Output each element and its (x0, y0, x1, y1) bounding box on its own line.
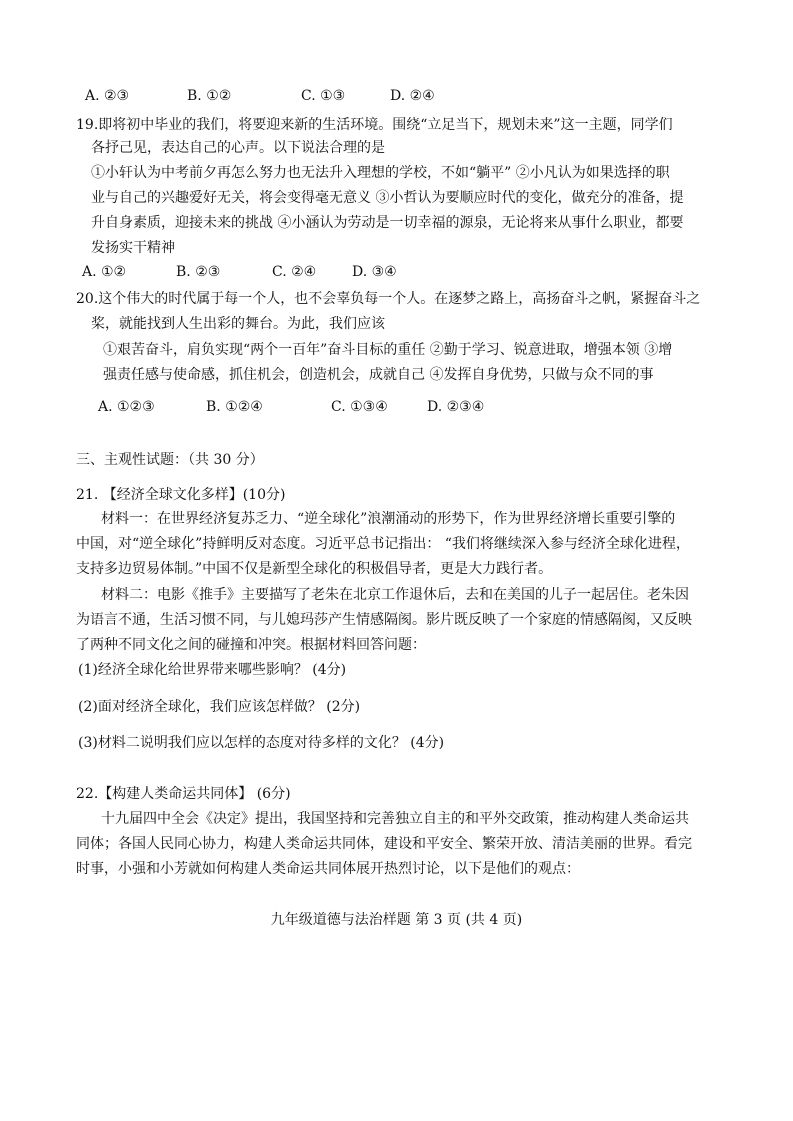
q20-option-c: C. ①③④ (331, 399, 388, 415)
q18-options (85, 88, 685, 108)
q21-sub-question-3: (3)材料二说明我们应以怎样的态度对待多样的文化？ (4分) (78, 735, 445, 751)
q20-stem-line-1: 20.这个伟大的时代属于每一个人，也不会辜负每一个人。在逐梦之路上，高扬奋斗之帆，紧握奋斗之 (76, 291, 701, 307)
q19-option-a: A. ①② (82, 264, 127, 280)
q22-body-line-3: 时事，小强和小芳就如何构建人类命运共同体展开热烈讨论，以下是他们的观点： (76, 861, 580, 877)
q20-option-a: A. ①②③ (98, 399, 155, 415)
q19-statement-line-3: 升自身素质，迎接未来的挑战 ④小涵认为劳动是一切幸福的源泉，无论将来从事什么职业，都要 (91, 215, 684, 231)
q21-title: 21. 【经济全球文化多样】(10分) (76, 487, 286, 503)
q19-options (82, 264, 682, 284)
q22-title: 22.【构建人类命运共同体】 (6分) (76, 786, 291, 802)
q20-option-b: B. ①②④ (206, 399, 263, 415)
q21-material2-line-2: 为语言不通，生活习惯不同，与儿媳玛莎产生情感隔阂。影片既反映了一个家庭的情感隔阂，又反映 (76, 612, 692, 628)
q19-option-b: B. ②③ (176, 264, 221, 280)
q19-statement-line-4: 发扬实干精神 (91, 240, 175, 256)
q20-stem-line-2: 桨，就能找到人生出彩的舞台。为此，我们应该 (91, 316, 385, 332)
section-heading: 三、主观性试题：（共 30 分） (76, 452, 264, 468)
q21-material1-line-1: 材料一：在世界经济复苏乏力、“逆全球化”浪潮涌动的形势下，作为世界经济增长重要引擎的 (101, 511, 676, 527)
q21-material2-line-1: 材料二：电影《推手》主要描写了老朱在北京工作退休后，去和在美国的儿子一起居住。老朱因 (101, 587, 689, 603)
q19-statement-line-2: 业与自己的兴趣爱好无关，将会变得毫无意义 ③小哲认为要顺应时代的变化，做充分的准备，提 (91, 190, 684, 206)
q21-material1-line-2: 中国，对“逆全球化”持鲜明反对态度。习近平总书记指出： “我们将继续深入参与经济全球化进程， (76, 536, 690, 552)
q18-option-a: A. ②③ (85, 88, 130, 104)
q19-stem-line-1: 19.即将初中毕业的我们，将要迎来新的生活环境。围绕“立足当下，规划未来”这一主题，同学们 (76, 117, 673, 133)
q20-statement-line-2: 强责任感与使命感，抓住机会，创造机会，成就自己 ④发挥自身优势，只做与众不同的事 (103, 367, 654, 383)
q19-stem-line-2: 各抒己见，表达自己的心声。以下说法合理的是 (91, 140, 385, 156)
q20-option-d: D. ②③④ (427, 399, 485, 415)
q19-option-d: D. ③④ (352, 264, 397, 280)
q21-sub-question-1: (1)经济全球化给世界带来哪些影响？ (4分) (78, 662, 347, 678)
q21-sub-question-2: (2)面对经济全球化，我们应该怎样做？ (2分) (78, 699, 361, 715)
q21-material1-line-3: 支持多边贸易体制。”中国不仅是新型全球化的积极倡导者，更是大力践行者。 (76, 561, 553, 577)
q20-options (98, 399, 698, 419)
q19-statement-line-1: ①小轩认为中考前夕再怎么努力也无法升入理想的学校，不如“躺平” ②小凡认为如果选择的职 (91, 165, 670, 181)
q22-body-line-1: 十九届四中全会《决定》提出，我国坚持和完善独立自主的和平外交政策，推动构建人类命运共 (101, 811, 689, 827)
q18-option-c: C. ①③ (301, 88, 346, 104)
q20-statement-line-1: ①艰苦奋斗，肩负实现“两个一百年”奋斗目标的重任 ②勤于学习、锐意进取，增强本领 ③增 (103, 342, 673, 358)
q22-body-line-2: 同体；各国人民同心协力，构建人类命运共同体，建设和平安全、繁荣开放、清洁美丽的世界。看完 (76, 836, 692, 852)
q18-option-d: D. ②④ (390, 88, 435, 104)
q19-option-c: C. ②④ (272, 264, 317, 280)
q18-option-b: B. ①② (187, 88, 232, 104)
q21-material2-line-3: 了两种不同文化之间的碰撞和冲突。根据材料回答问题： (76, 637, 426, 653)
page-footer: 九年级道德与法治样题 第 3 页 (共 4 页) (270, 912, 523, 928)
